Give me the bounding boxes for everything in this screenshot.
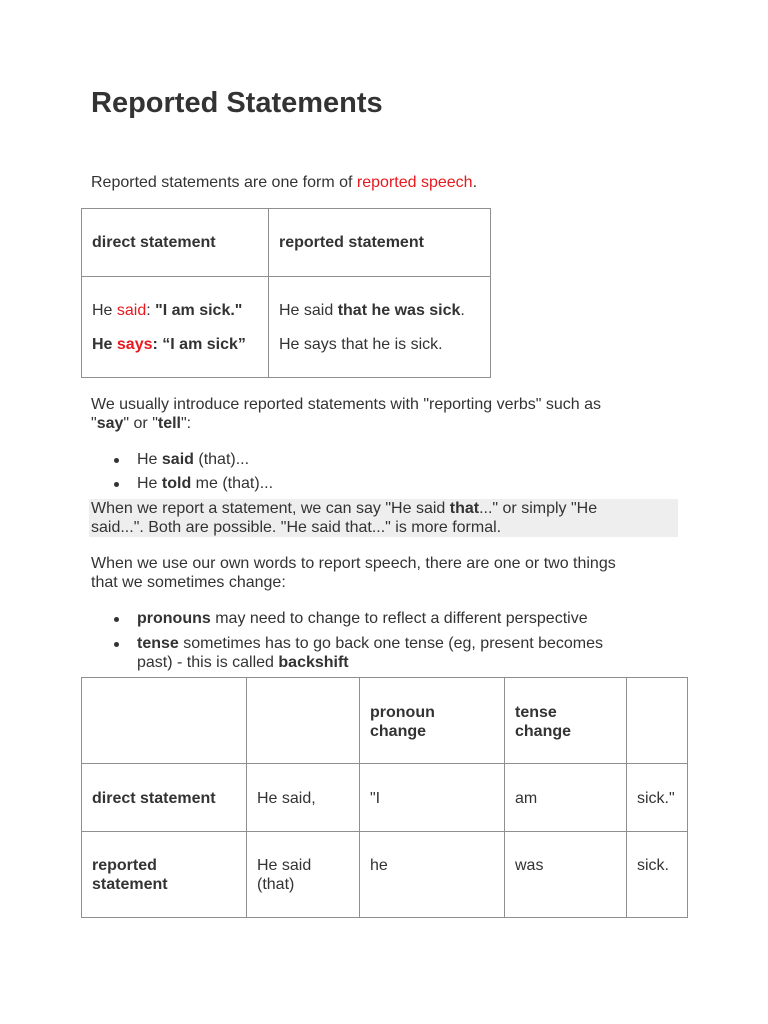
bullet-icon bbox=[114, 458, 119, 463]
header-empty-1 bbox=[82, 678, 247, 764]
intro-text: Reported statements are one form of bbox=[91, 174, 357, 191]
verb-examples-list bbox=[91, 450, 273, 493]
direct-example-said: He said: "I am sick." bbox=[92, 301, 243, 319]
table-row bbox=[82, 764, 688, 832]
table-cell: he bbox=[360, 832, 505, 918]
header-empty-2 bbox=[247, 678, 360, 764]
table-cell: sick." bbox=[627, 764, 688, 832]
table-header-row bbox=[82, 678, 688, 764]
table-cell: sick. bbox=[627, 832, 688, 918]
table-cell: am bbox=[505, 764, 627, 832]
reported-example-said: He said that he was sick. bbox=[279, 301, 465, 319]
table-cell: He said, bbox=[247, 764, 360, 832]
direct-examples-cell bbox=[82, 277, 269, 378]
header-direct-statement: direct statement bbox=[82, 209, 269, 277]
direct-example-says: He says: “I am sick” bbox=[92, 335, 246, 353]
header-tense-change: tense change bbox=[505, 678, 627, 764]
intro-period: . bbox=[472, 174, 478, 191]
header-reported-statement: reported statement bbox=[269, 209, 491, 277]
list-item: pronouns may need to change to reflect a different perspective bbox=[91, 609, 603, 628]
header-empty-5 bbox=[627, 678, 688, 764]
direct-vs-reported-table bbox=[81, 208, 491, 378]
table-header-row bbox=[82, 209, 491, 277]
list-item: He told me (that)... bbox=[91, 474, 273, 493]
backshift-table bbox=[81, 677, 688, 918]
changes-list bbox=[91, 609, 603, 672]
reported-speech-link[interactable]: reported speech bbox=[356, 174, 473, 191]
table-cell: He said (that) bbox=[247, 832, 360, 918]
table-row bbox=[82, 832, 688, 918]
row-label-reported: reported statement bbox=[82, 832, 247, 918]
page-title: Reported Statements bbox=[91, 87, 383, 119]
bullet-icon bbox=[114, 617, 119, 622]
list-item: tense sometimes has to go back one tense (eg, present becomes past) - this is called backshift bbox=[91, 634, 603, 672]
bullet-icon bbox=[114, 482, 119, 487]
bullet-icon bbox=[114, 642, 119, 647]
header-pronoun-change: pronoun change bbox=[360, 678, 505, 764]
formality-note: When we report a statement, we can say "He said that..." or simply "He said...". Both are possible. "He said that..." is more formal. bbox=[89, 499, 678, 537]
table-row bbox=[82, 277, 491, 378]
reported-example-says: He says that he is sick. bbox=[279, 335, 443, 353]
reporting-verbs-paragraph: We usually introduce reported statements with "reporting verbs" such as "say" or "tell": bbox=[91, 396, 601, 432]
reported-examples-cell bbox=[269, 277, 491, 378]
row-label-direct: direct statement bbox=[82, 764, 247, 832]
table-cell: "I bbox=[360, 764, 505, 832]
table-cell: was bbox=[505, 832, 627, 918]
intro-paragraph bbox=[91, 173, 477, 192]
list-item: He said (that)... bbox=[91, 450, 273, 469]
changes-intro-paragraph: When we use our own words to report speech, there are one or two things that we sometimes change: bbox=[91, 555, 616, 591]
